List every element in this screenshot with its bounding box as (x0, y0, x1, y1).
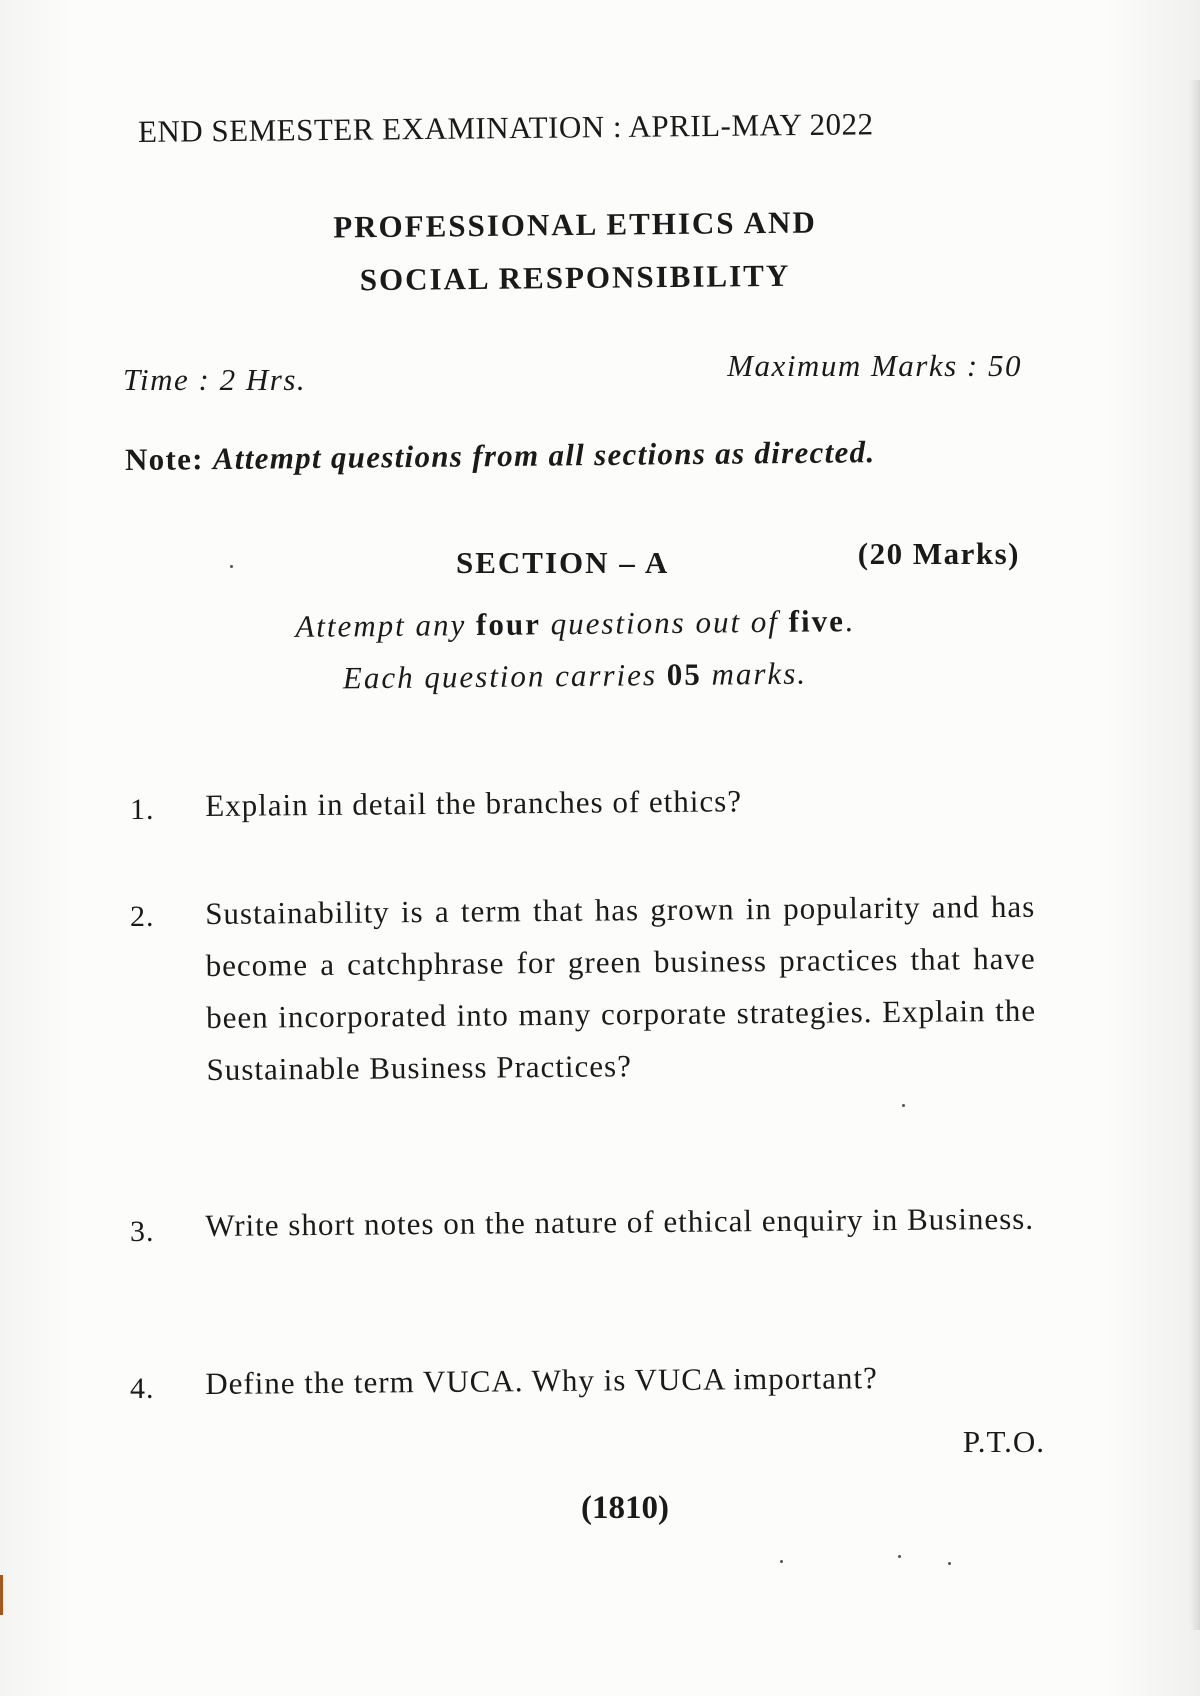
subject-title-line1: PROFESSIONAL ETHICS AND (333, 204, 817, 245)
question-text: Explain in detail the branches of ethics? (205, 783, 743, 823)
page-edge-shadow (1190, 80, 1200, 1630)
question-text: Sustainability is a term that has grown in popularity and has become a catchphrase for green business practices that have been incorporated into many corporate strategies. Explain the Sustainable Business Practices? (205, 888, 1037, 1087)
instr1-e: . (844, 603, 855, 639)
section-instruction-2 (0, 652, 1150, 700)
scan-speck (230, 565, 233, 568)
instr2-a: Each question carries (342, 657, 658, 696)
scan-speck (902, 1104, 905, 1107)
question-number: 3. (130, 1215, 155, 1248)
note-label: Note: (124, 441, 204, 477)
time-allowed: Time : 2 Hrs. (123, 362, 307, 397)
page-edge-mark (0, 1575, 3, 1615)
scan-speck (780, 1560, 783, 1563)
note (125, 434, 876, 478)
scan-speck (898, 1555, 901, 1558)
question-number: 1. (130, 793, 155, 826)
section-marks: (20 Marks) (857, 536, 1020, 571)
section-title: SECTION – A (456, 545, 670, 580)
scan-speck (948, 1562, 951, 1565)
maximum-marks: Maximum Marks : 50 (727, 348, 1022, 383)
instr2-c: marks. (711, 655, 808, 692)
instr2-b: 05 (666, 656, 702, 693)
question-text: Write short notes on the nature of ethical enquiry in Business. (205, 1200, 1035, 1243)
instr1-d: five (788, 603, 846, 639)
section-instruction-1 (0, 600, 1150, 648)
paper-code: (1810) (581, 1490, 669, 1526)
please-turn-over: P.T.O. (962, 1424, 1045, 1459)
question-number: 4. (130, 1372, 155, 1405)
instr1-b: four (475, 606, 542, 643)
note-text: Attempt questions from all sections as directed. (212, 434, 876, 477)
question-text: Define the term VUCA. Why is VUCA important? (205, 1360, 878, 1401)
subject-title-line2: SOCIAL RESPONSIBILITY (359, 257, 791, 298)
instr1-c: questions out of (550, 603, 780, 642)
instr1-a: Attempt any (295, 607, 467, 644)
exam-title: END SEMESTER EXAMINATION : APRIL-MAY 2022 (137, 106, 874, 149)
question-number: 2. (130, 900, 155, 933)
